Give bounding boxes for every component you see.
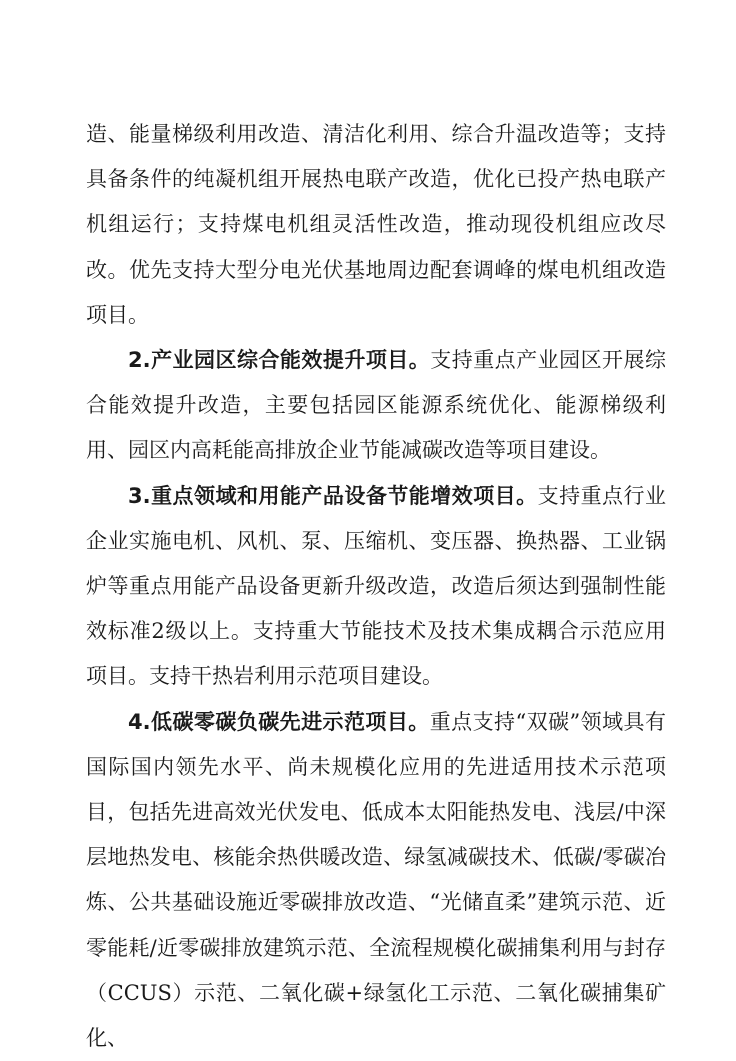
paragraph-text: 支持重点行业企业实施电机、风机、泵、压缩机、变压器、换热器、工业锅炉等重点用能产品设备更新升级改造，改造后须达到强制性能效标准2级以上。支持重大节能技术及技术集成耦合示范应用项目。支持干热岩利用示范项目建设。 [86, 483, 667, 689]
paragraph-low-carbon-demonstration [86, 700, 666, 1061]
paragraph-text: 支持重点产业园区开展综合能效提升改造，主要包括园区能源系统优化、能源梯级利用、园区内高耗能高排放企业节能减碳改造等项目建设。 [86, 348, 667, 463]
paragraph-industrial-parks [86, 338, 666, 474]
paragraph-text: 重点支持“双碳”领域具有国际国内领先水平、尚未规模化应用的先进适用技术示范项目，包括先进高效光伏发电、低成本太阳能热发电、浅层/中深层地热发电、核能余热供暖改造、绿氢减碳技术、低碳/零碳冶炼、公共基础设施近零碳排放改造、“光储直柔”建筑示范、近零能耗/近零碳排放建筑示范、全流程规模化碳捕集利用与封存（CCUS）示范、二氧化碳+绿氢化工示范、二氧化碳捕集矿化、 [86, 709, 666, 1051]
paragraph-heading: 3.重点领域和用能产品设备节能增效项目。 [128, 483, 538, 508]
paragraph-continuation [86, 112, 666, 338]
paragraph-text: 造、能量梯级利用改造、清洁化利用、综合升温改造等；支持具备条件的纯凝机组开展热电联产改造，优化已投产热电联产机组运行；支持煤电机组灵活性改造，推动现役机组应改尽改。优先支持大型分电光伏基地周边配套调峰的煤电机组改造项目。 [86, 122, 666, 327]
paragraph-energy-efficiency-equipment [86, 474, 666, 700]
document-body [86, 112, 666, 1061]
paragraph-heading: 2.产业园区综合能效提升项目。 [128, 348, 431, 373]
paragraph-heading: 4.低碳零碳负碳先进示范项目。 [128, 709, 430, 734]
